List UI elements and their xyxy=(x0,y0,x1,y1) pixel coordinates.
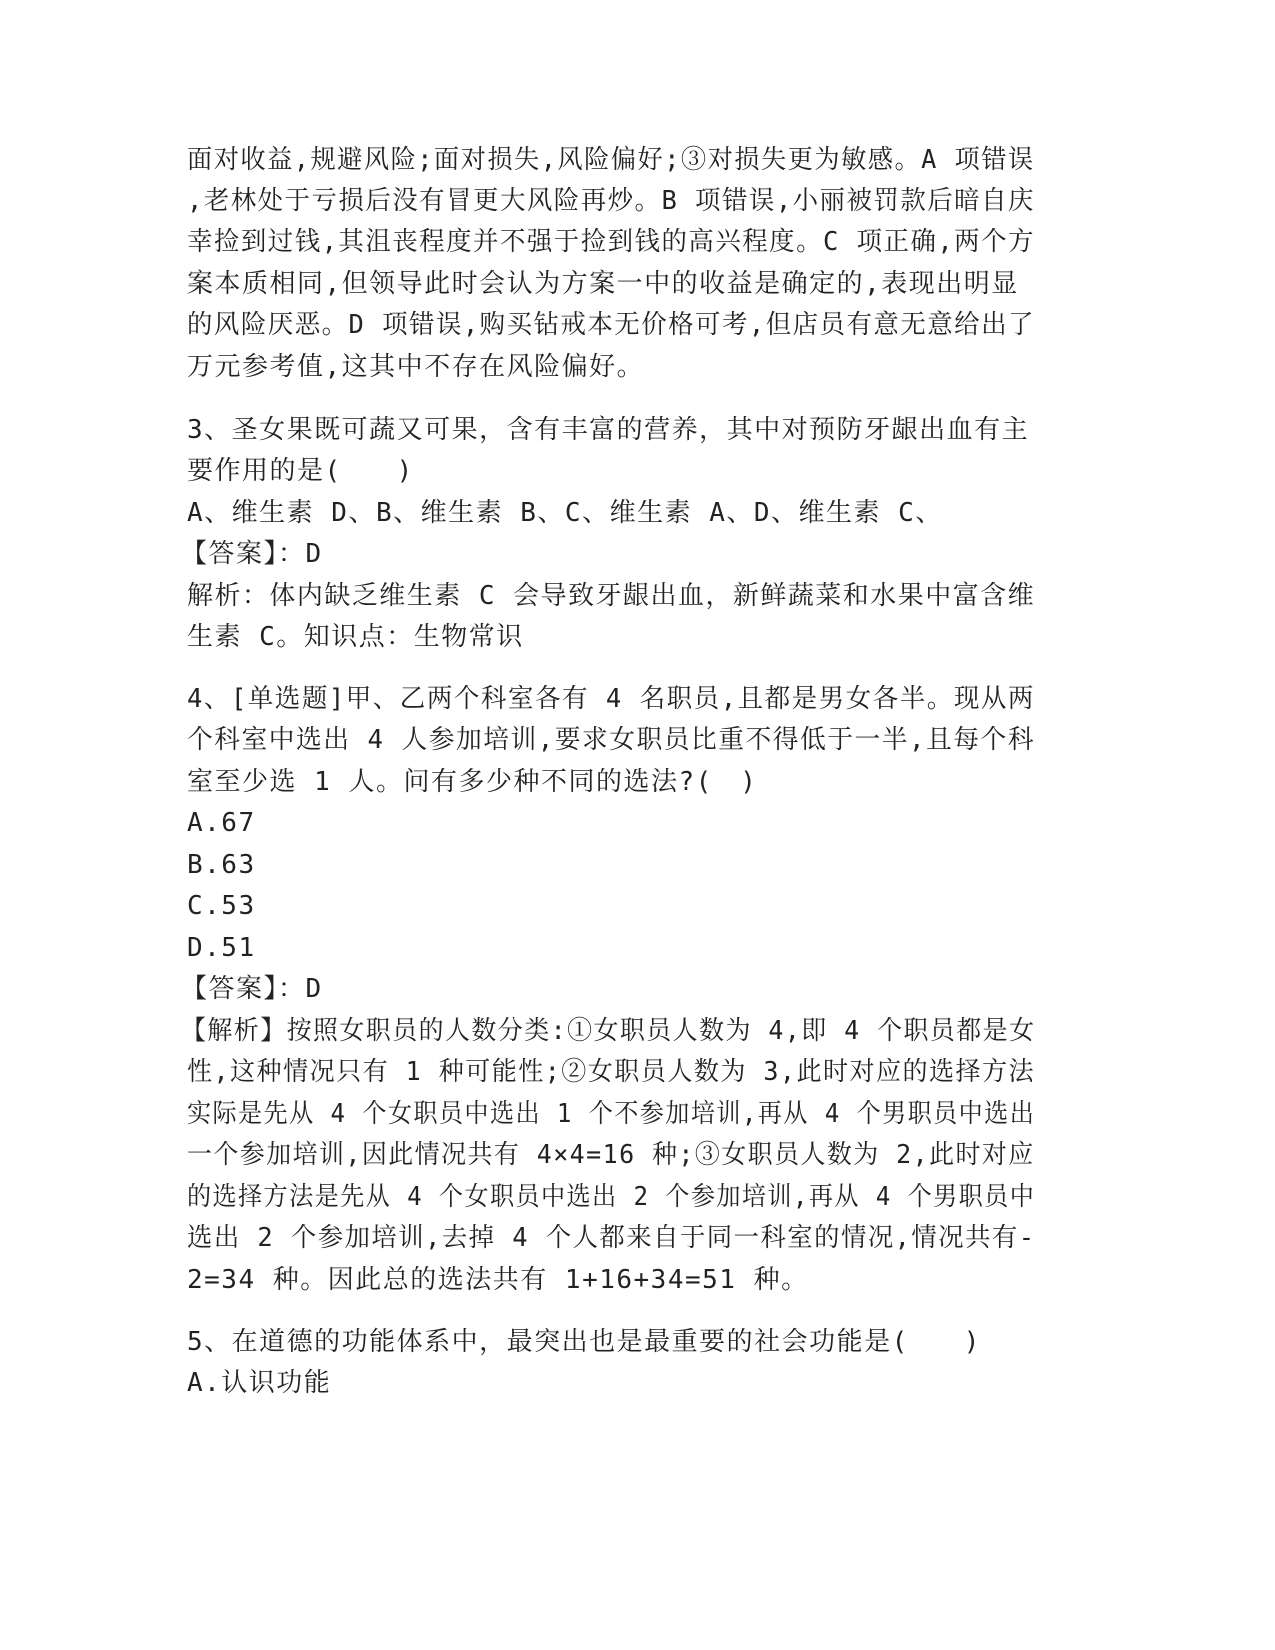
intro-line: 面对收益,规避风险;面对损失,风险偏好;③对损失更为敏感。A 项错误 xyxy=(187,145,1035,175)
analysis-line: 解析：体内缺乏维生素 C 会导致牙龈出血，新鲜蔬菜和水果中富含维 xyxy=(187,581,1036,611)
analysis-line: 性,这种情况只有 1 种可能性;②女职员人数为 3,此时对应的选择方法 xyxy=(187,1057,1036,1087)
option-b: B.63 xyxy=(187,850,256,880)
analysis-line: 2=34 种。因此总的选法共有 1+16+34=51 种。 xyxy=(187,1265,809,1295)
option-a: A.67 xyxy=(187,808,256,838)
analysis-line: 的选择方法是先从 4 个女职员中选出 2 个参加培训,再从 4 个男职员中 xyxy=(187,1182,1036,1212)
analysis-line: 一个参加培训,因此情况共有 4×4=16 种;③女职员人数为 2,此时对应 xyxy=(187,1140,1035,1170)
option-c: C.53 xyxy=(187,891,256,921)
intro-line: 的风险厌恶。D 项错误,购买钻戒本无价格可考,但店员有意无意给出了 xyxy=(187,310,1035,340)
question-text-line: 5、在道德的功能体系中，最突出也是最重要的社会功能是( ) xyxy=(187,1327,981,1357)
analysis-line: 【解析】按照女职员的人数分类:①女职员人数为 4,即 4 个职员都是女 xyxy=(181,1016,1036,1046)
question-text-line: 4、[单选题]甲、乙两个科室各有 4 名职员,且都是男女各半。现从两 xyxy=(187,684,1035,714)
intro-line: 案本质相同,但领导此时会认为方案一中的收益是确定的,表现出明显 xyxy=(187,269,1019,299)
option-a: A.认识功能 xyxy=(187,1368,332,1398)
question-text-line: 个科室中选出 4 人参加培训,要求女职员比重不得低于一半,且每个科 xyxy=(187,725,1036,755)
analysis-line: 生素 C。知识点：生物常识 xyxy=(187,622,524,652)
question-text-line: 室至少选 1 人。问有多少种不同的选法?( ) xyxy=(187,767,758,797)
options-line: A、维生素 D、B、维生素 B、C、维生素 A、D、维生素 C、 xyxy=(187,498,943,528)
analysis-line: 选出 2 个参加培训,去掉 4 个人都来自于同一科室的情况,情况共有- xyxy=(187,1223,1036,1253)
question-text-line: 要作用的是( ) xyxy=(187,456,414,486)
intro-line: 幸捡到过钱,其沮丧程度并不强于捡到钱的高兴程度。C 项正确,两个方 xyxy=(187,227,1035,257)
question-text-line: 3、圣女果既可蔬又可果，含有丰富的营养，其中对预防牙龈出血有主 xyxy=(187,415,1030,445)
analysis-line: 实际是先从 4 个女职员中选出 1 个不参加培训,再从 4 个男职员中选出 xyxy=(187,1099,1036,1129)
answer-label: 【答案】：D xyxy=(181,974,323,1004)
answer-label: 【答案】：D xyxy=(181,539,323,569)
intro-line: 万元参考值,这其中不存在风险偏好。 xyxy=(187,352,645,382)
option-d: D.51 xyxy=(187,933,256,963)
intro-line: ,老林处于亏损后没有冒更大风险再炒。B 项错误,小丽被罚款后暗自庆 xyxy=(187,186,1035,216)
